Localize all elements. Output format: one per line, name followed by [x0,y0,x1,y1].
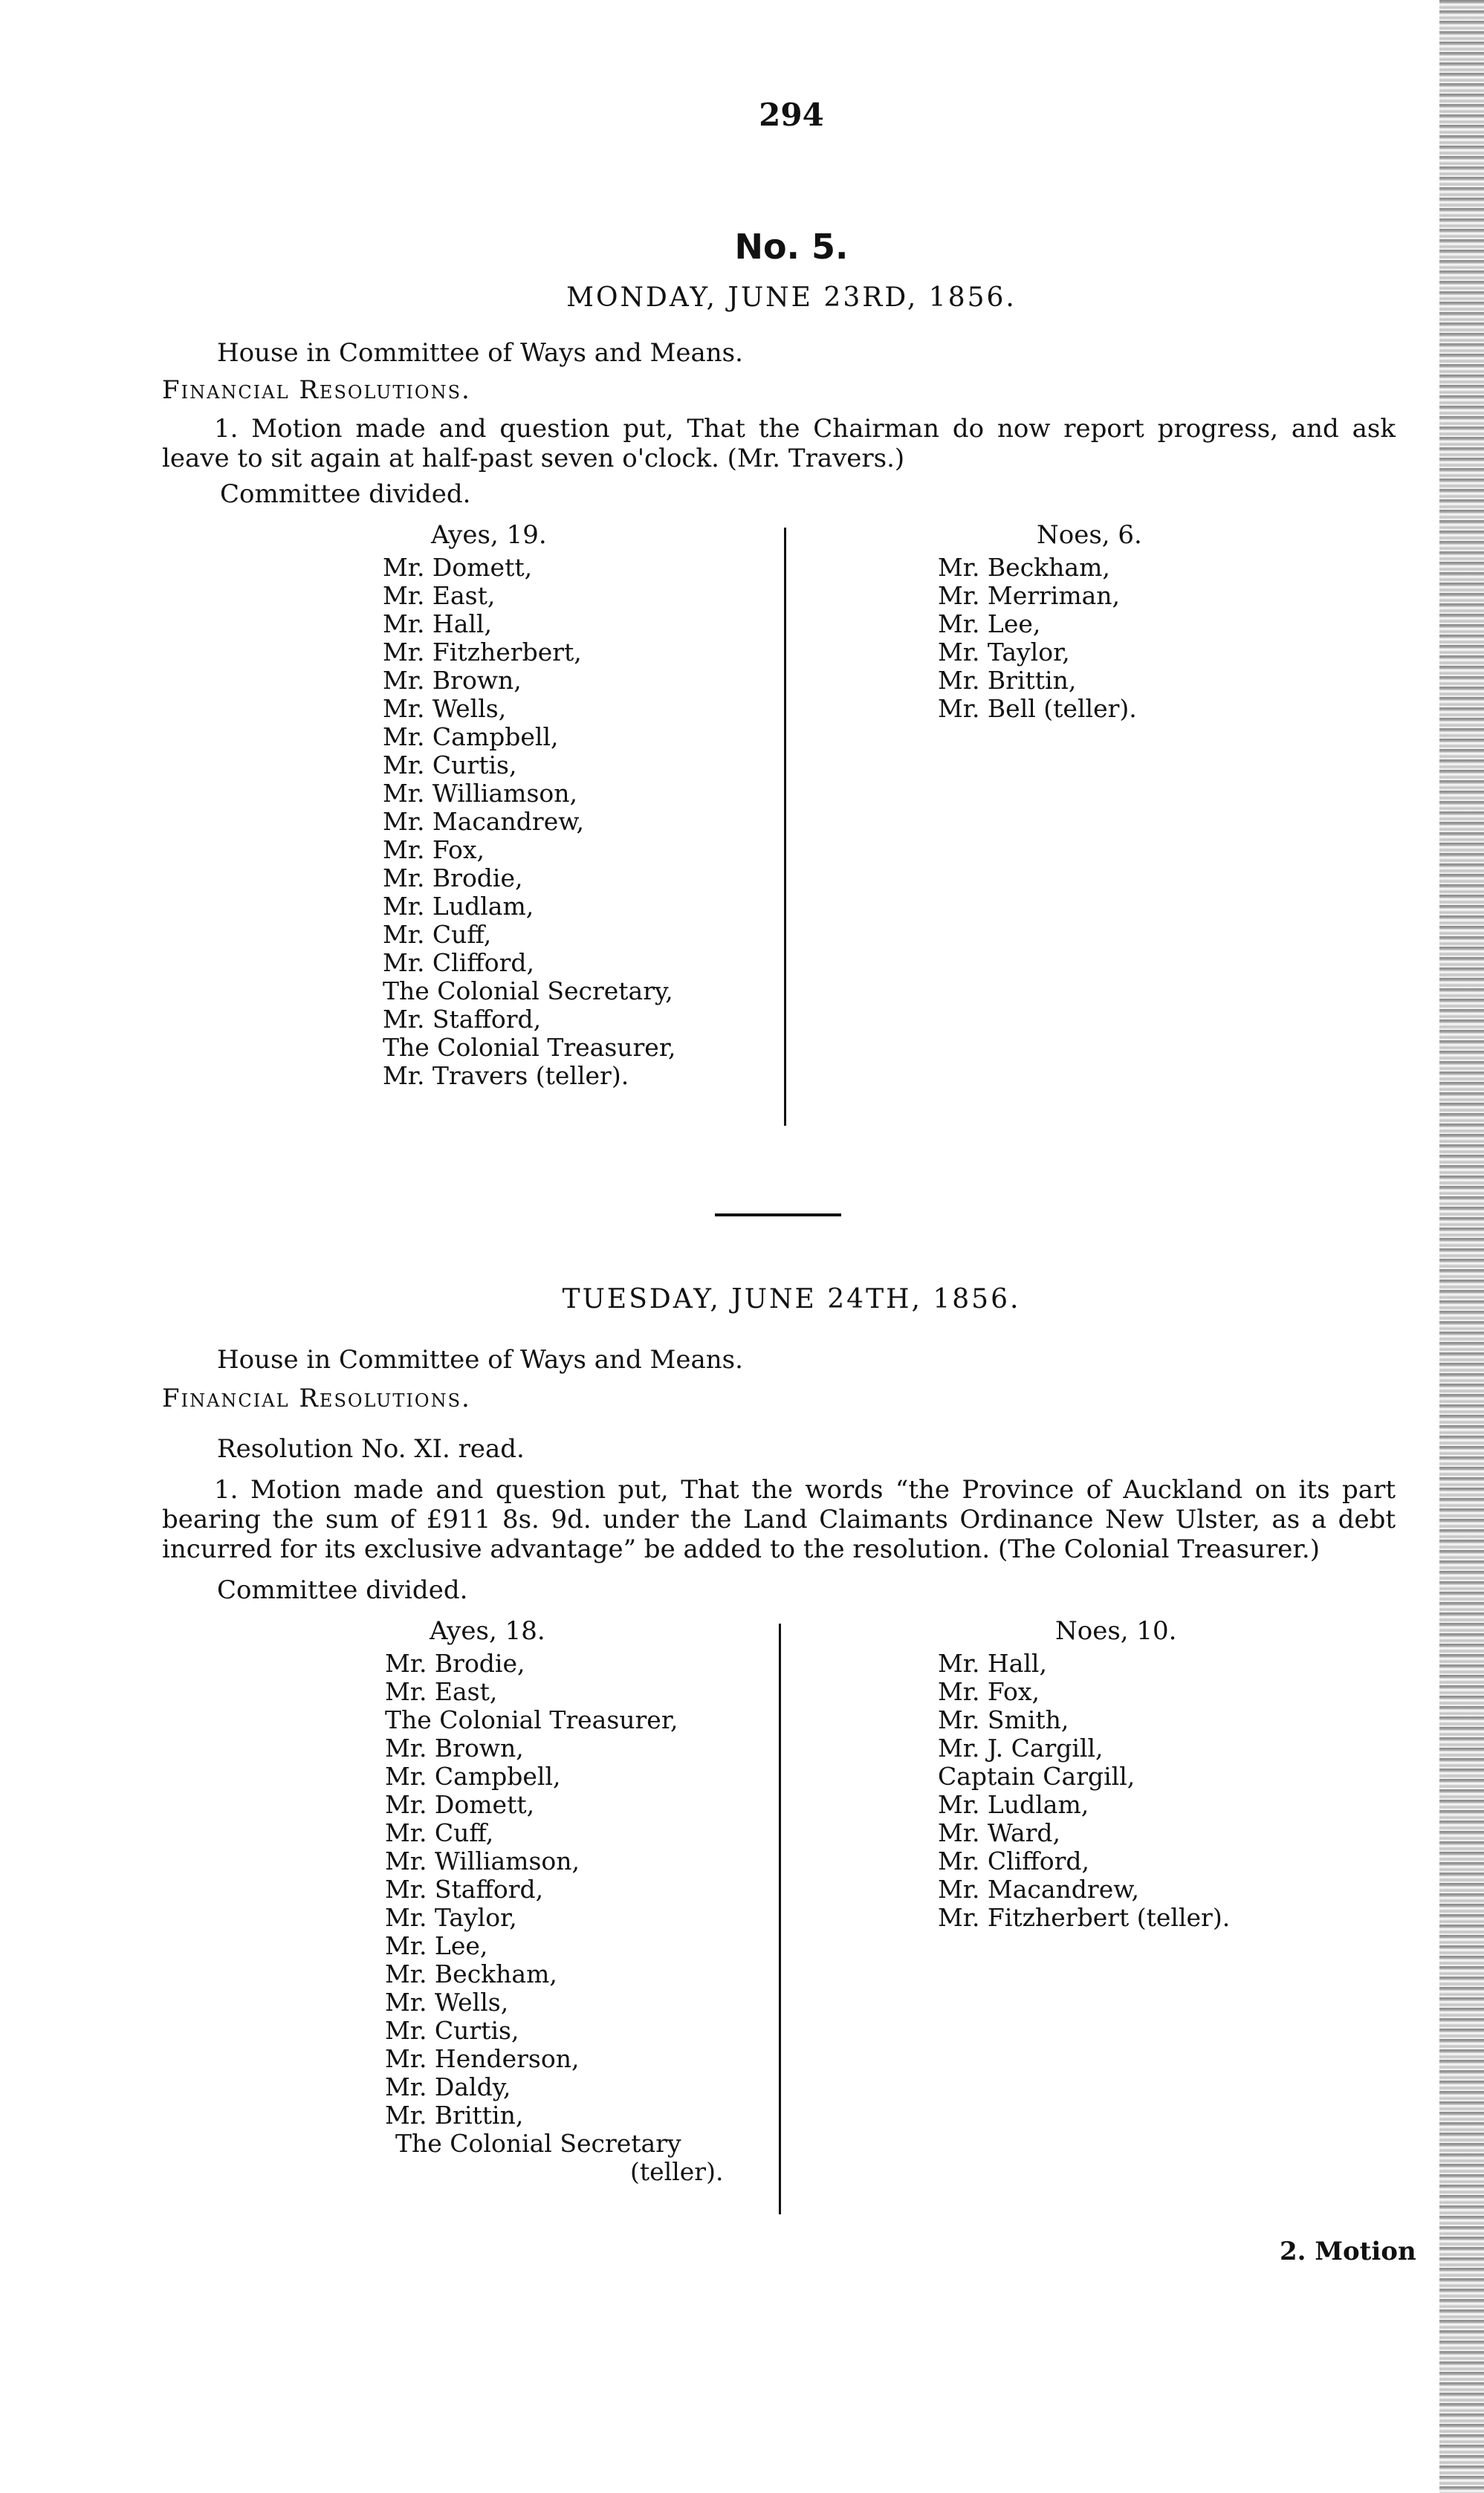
section-2-resolution-read: Resolution No. XI. read. [217,1434,525,1464]
section-1-motion: 1. Motion made and question put, That the Chairman do now report progress, and ask leave to sit again at half-past seven o'clock. (Mr. Travers.) [162,414,1396,473]
list-item: Mr. Macandrew, [938,1875,1140,1904]
list-item: Mr. J. Cargill, [938,1734,1104,1763]
list-item: Mr. Brown, [383,666,522,695]
section-1-column-divider [784,528,786,1126]
section-2-house-line: House in Committee of Ways and Means. [217,1345,743,1375]
section-2-motion: 1. Motion made and question put, That the words “the Province of Auckland on its part bearing the sum of £911 8s. 9d. under the Land Claimants Ordinance New Ulster, as a debt incurred for its exclusive advantage” be added to the resolution. (The Colonial Treasurer.) [162,1475,1396,1564]
list-item: Mr. Fitzherbert (teller). [938,1903,1231,1932]
list-item: Mr. Stafford, [383,1005,542,1034]
list-item: Mr. Ludlam, [383,892,534,921]
section-2-noes-heading: Noes, 10. [1055,1616,1177,1646]
section-1-committee: Committee divided. [220,479,471,509]
list-item: Mr. Domett, [383,553,533,582]
document-number: No. 5. [734,227,849,267]
section-2-committee: Committee divided. [217,1575,468,1605]
list-item: Mr. East, [385,1677,498,1706]
list-item: Mr. Brodie, [383,863,523,892]
section-2-subject: Financial Resolutions. [162,1384,471,1413]
list-item: Mr. Bell (teller). [938,694,1137,723]
list-item: Mr. Smith, [938,1705,1069,1734]
list-item: The Colonial Treasurer, [383,1033,676,1062]
list-item: Mr. Cuff, [383,920,492,949]
list-item: Mr. Clifford, [938,1847,1089,1876]
list-item: Mr. Hall, [383,609,492,638]
list-item: Mr. Hall, [938,1649,1047,1678]
list-item: Mr. Campbell, [385,1762,561,1791]
list-item: Mr. Taylor, [385,1903,517,1932]
list-item: Mr. Williamson, [383,779,577,808]
page-number: 294 [759,97,824,133]
section-1-noes-heading: Noes, 6. [1037,520,1142,550]
list-item: Mr. Beckham, [938,553,1110,582]
list-item: Mr. Henderson, [385,2044,580,2073]
section-2-ayes-list [385,1650,723,2186]
list-item: Mr. Beckham, [385,1959,557,1988]
list-item: Mr. Campbell, [383,722,559,751]
list-item: Mr. Lee, [385,1931,488,1960]
list-item: Mr. Fox, [383,835,485,864]
list-item: Mr. Curtis, [383,751,517,779]
list-item: Mr. Taylor, [938,638,1070,667]
section-separator-rule [715,1213,841,1216]
list-item: Mr. Wells, [383,694,507,723]
list-item: Mr. Merriman, [938,581,1121,610]
list-item: Mr. Daldy, [385,2072,511,2101]
section-1-subject: Financial Resolutions. [162,375,471,405]
list-item: Mr. Stafford, [385,1875,544,1904]
list-item: Mr. Clifford, [383,948,534,977]
list-item: Mr. Macandrew, [383,807,585,836]
section-2-date: TUESDAY, JUNE 24TH, 1856. [562,1284,1021,1314]
list-item: Mr. Brodie, [385,1649,525,1678]
section-1-date: MONDAY, JUNE 23RD, 1856. [566,282,1017,313]
list-item: Mr. Ludlam, [938,1790,1089,1819]
list-item: Mr. East, [383,581,496,610]
list-item: Captain Cargill, [938,1762,1135,1791]
list-item: Mr. Cuff, [385,1818,494,1847]
section-2-ayes-heading: Ayes, 18. [430,1616,545,1646]
catchword: 2. Motion [1280,2237,1416,2266]
list-item: Mr. Fox, [938,1677,1040,1706]
list-item: Mr. Brittin, [385,2101,524,2130]
section-1-ayes-list [383,554,675,1090]
section-1-house-line: House in Committee of Ways and Means. [217,338,743,368]
section-1-noes-list [938,554,1137,723]
list-item: The Colonial Secretary, [383,976,673,1005]
list-item: Mr. Lee, [938,609,1041,638]
list-item: Mr. Williamson, [385,1847,580,1876]
list-item: Mr. Fitzherbert, [383,638,582,667]
list-item: Mr. Travers (teller). [383,1061,629,1090]
list-item: The Colonial Treasurer, [385,1705,678,1734]
list-item: Mr. Domett, [385,1790,535,1819]
list-item: Mr. Curtis, [385,2016,519,2045]
list-item: Mr. Brittin, [938,666,1077,695]
scanned-page-edge [1439,0,1484,2493]
list-item: Mr. Wells, [385,1988,509,2017]
list-item-teller: (teller). [630,2157,724,2186]
section-2-column-divider [779,1624,781,2214]
list-item: Mr. Ward, [938,1818,1061,1847]
list-item: The Colonial Secretary [395,2129,681,2158]
section-2-noes-list [938,1650,1230,1932]
section-1-ayes-heading: Ayes, 19. [431,520,547,550]
list-item: Mr. Brown, [385,1734,524,1763]
